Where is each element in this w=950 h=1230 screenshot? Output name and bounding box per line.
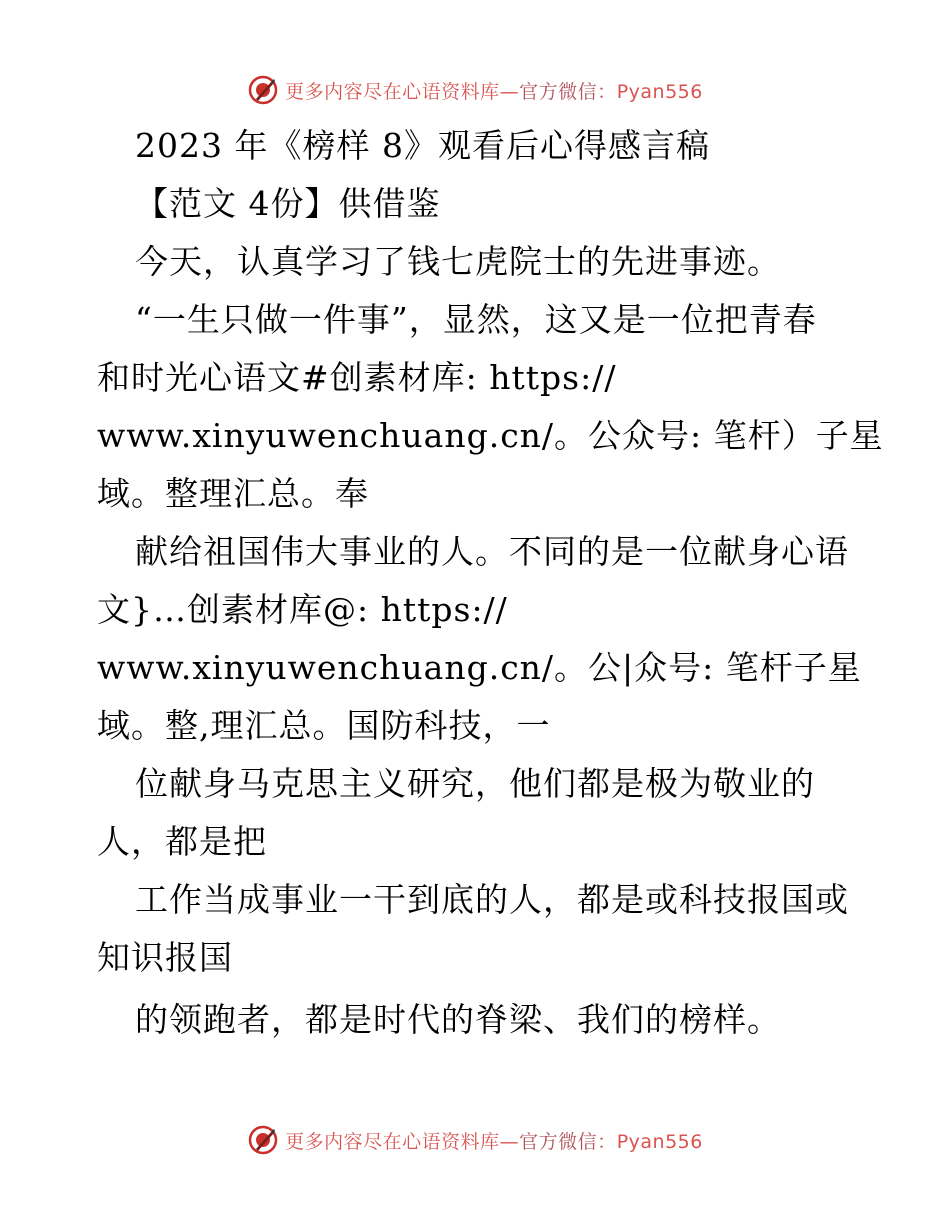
- doc-paragraph-line: 文}…创素材库@: https://: [97, 590, 508, 629]
- doc-paragraph-line: www.xinyuwenchuang.cn/。公众号: 笔杆）子星: [97, 416, 884, 455]
- doc-paragraph-line: 域。整理汇总。奉: [97, 474, 369, 513]
- doc-paragraph-line: 献给祖国伟大事业的人。不同的是一位献身心语: [135, 532, 849, 571]
- doc-paragraph-line: 工作当成事业一干到底的人，都是或科技报国或: [135, 880, 849, 919]
- doc-paragraph-line: www.xinyuwenchuang.cn/。公|众号: 笔杆子星: [97, 648, 862, 687]
- header-banner-separator: —: [499, 80, 520, 103]
- doc-title-line-1: 2023 年《榜样 8》观看后心得感言稿: [135, 126, 710, 165]
- footer-wechat-label: 官方微信：: [519, 1130, 617, 1153]
- doc-paragraph-line: 和时光心语文#创素材库: https://: [97, 358, 617, 397]
- doc-paragraph-line: 今天，认真学习了钱七虎院士的先进事迹。: [135, 242, 781, 281]
- doc-paragraph-line: 位献身马克思主义研究，他们都是极为敬业的: [135, 764, 815, 803]
- footer-banner-content: [247, 1124, 703, 1156]
- doc-title-line-2: 【范文 4份】供借鉴: [135, 184, 441, 223]
- header-banner-title: 更多内容尽在心语资料库: [285, 80, 500, 103]
- doc-paragraph-line: 知识报国: [97, 938, 233, 977]
- doc-paragraph-line: 域。整,理汇总。国防科技，一: [97, 706, 551, 745]
- footer-banner-text: [285, 1127, 703, 1154]
- footer-banner: [0, 1120, 950, 1160]
- doc-paragraph-line: “一生只做一件事”，显然，这又是一位把青春: [135, 300, 817, 339]
- doc-paragraph-line: 的领跑者，都是时代的脊梁、我们的榜样。: [135, 1000, 781, 1039]
- footer-banner-title: 更多内容尽在心语资料库: [285, 1130, 500, 1153]
- brand-logo-icon: [247, 1124, 279, 1156]
- footer-wechat-id: Pyan556: [616, 1130, 703, 1153]
- header-wechat-id: Pyan556: [616, 80, 703, 103]
- footer-banner-separator: —: [499, 1130, 520, 1153]
- doc-paragraph-line: 人，都是把: [97, 822, 267, 861]
- header-wechat-label: 官方微信：: [519, 80, 617, 103]
